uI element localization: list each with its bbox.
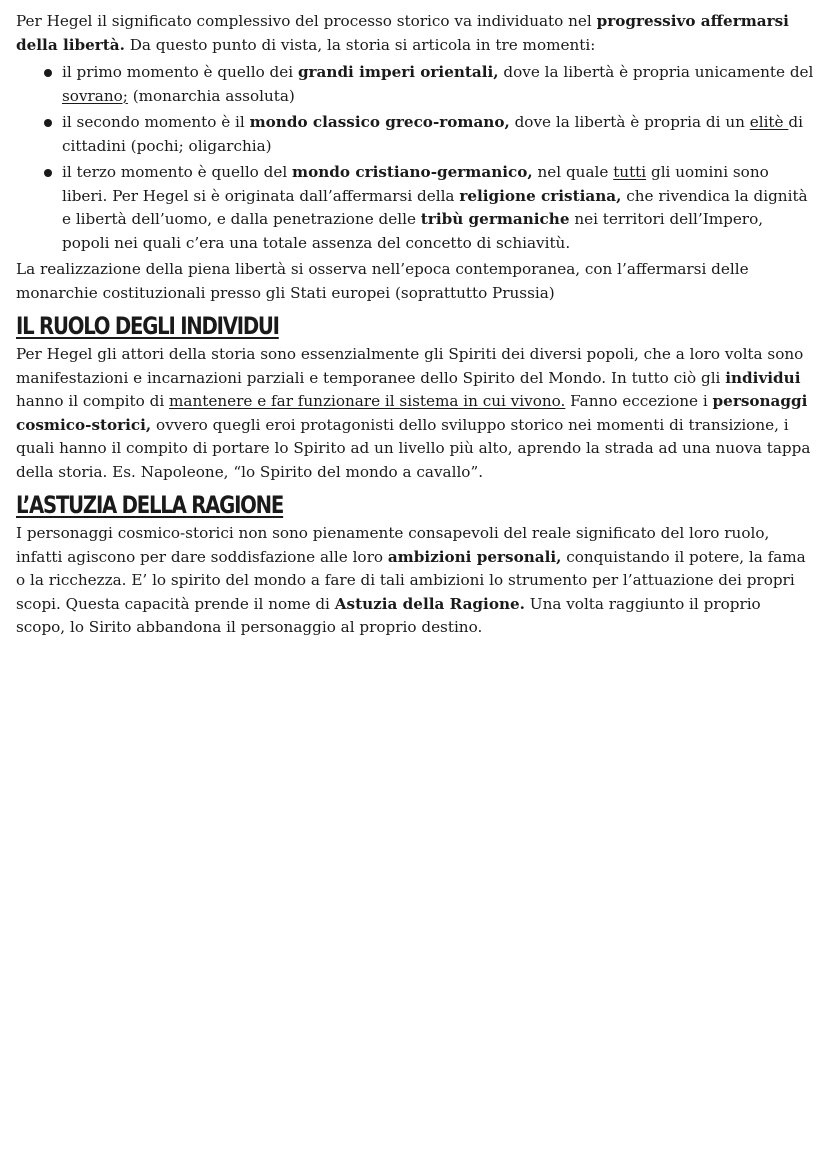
list-item-moment-1 — [16, 61, 814, 108]
intro-text: Per Hegel il significato complessivo del processo storico va individuato nel — [16, 12, 597, 30]
moment-underline: elitè — [749, 113, 789, 131]
section-bold: personaggi cosmico-storici, — [16, 392, 808, 434]
section-text: ovvero quegli eroi protagonisti dello sviluppo storico nei momenti di transizione, i quali hanno il compito di portare lo Spirito ad un livello più alto, aprendo la strada ad una nuova tappa della storia. Es. Napoleone, “lo Spirito del mondo a cavallo”. — [16, 415, 811, 481]
section-text: conquistando il potere, la fama o la ricchezza. E’ lo spirito del mondo a fare di tali ambizioni lo strumento per l’attuazione dei propri scopi. Questa capacità prende il nome di — [16, 547, 806, 613]
moments-list — [16, 61, 814, 255]
section-underline: mantenere e far funzionare il sistema in cui vivono. — [169, 392, 566, 410]
section-heading-astuzia-ragione: L’ASTUZIA DELLA RAGIONE — [16, 491, 284, 519]
intro-text-end: Da questo punto di vista, la storia si articola in tre momenti: — [124, 35, 596, 54]
moment-underline: sovrano; — [62, 86, 128, 105]
section-text: Una volta raggiunto il proprio scopo, lo Sirito abbandona il personaggio al proprio destino. — [16, 594, 761, 636]
moment-text: che rivendica la dignità e libertà dell’uomo, e dalla penetrazione delle — [62, 186, 808, 228]
moment-bold: tribù germaniche — [420, 210, 570, 228]
bullet-icon — [44, 119, 52, 127]
moment-text: dove la libertà è propria unicamente del — [498, 63, 814, 81]
moment-text: nel quale — [532, 163, 614, 181]
section-ruolo-individui-paragraph — [16, 343, 814, 484]
moment-text: nei territori dell’Impero, popoli nei quali c’era una totale assenza del concetto di schiavitù. — [62, 210, 764, 252]
moment-text: il secondo momento è il — [62, 113, 250, 131]
section-text: hanno il compito di — [16, 392, 170, 410]
section-text: Fanno eccezione i — [565, 392, 713, 410]
moment-bold: grandi imperi orientali, — [297, 63, 499, 81]
conclusion-paragraph: La realizzazione della piena libertà si osserva nell’epoca contemporanea, con l’affermarsi delle monarchie costituzionali presso gli Stati europei (soprattutto Prussia) — [16, 260, 749, 302]
bullet-icon — [44, 169, 52, 177]
section-astuzia-ragione-paragraph — [16, 522, 814, 640]
section-bold: ambizioni personali, — [387, 547, 562, 566]
moment-text: dove la libertà è propria di un — [509, 113, 750, 131]
intro-bold-liberta: progressivo affermarsi della libertà. — [16, 12, 789, 54]
moment-bold: religione cristiana, — [459, 186, 622, 205]
section-heading-ruolo-individui: IL RUOLO DEGLI INDIVIDUI — [16, 312, 279, 340]
list-item-moment-2 — [16, 111, 814, 158]
list-item-moment-3 — [16, 161, 814, 255]
intro-paragraph — [16, 10, 814, 57]
section-text: I personaggi cosmico-storici non sono pienamente consapevoli del reale significato del loro ruolo, infatti agiscono per dare soddisfazione alle loro — [16, 524, 770, 566]
section-bold: individui — [725, 368, 801, 387]
moment-bold: mondo classico greco-romano, — [249, 113, 510, 131]
section-bold: Astuzia della Ragione. — [334, 594, 525, 613]
moment-text: gli uomini sono liberi. Per Hegel si è originata dall’affermarsi della — [62, 163, 769, 205]
moment-text: il terzo momento è quello del — [62, 163, 293, 181]
moment-text: (monarchia assoluta) — [127, 86, 295, 105]
moment-underline: tutti — [613, 163, 647, 181]
section-text: Per Hegel gli attori della storia sono essenzialmente gli Spiriti dei diversi popoli, che a loro volta sono manifestazioni e incarnazioni parziali e temporanee dello Spirito del Mondo. In tutto ciò gli — [16, 345, 804, 387]
moment-bold: mondo cristiano-germanico, — [292, 163, 533, 181]
moment-text: il primo momento è quello dei — [62, 63, 298, 81]
moment-text: di cittadini (pochi; oligarchia) — [62, 113, 803, 155]
bullet-icon — [44, 69, 52, 77]
